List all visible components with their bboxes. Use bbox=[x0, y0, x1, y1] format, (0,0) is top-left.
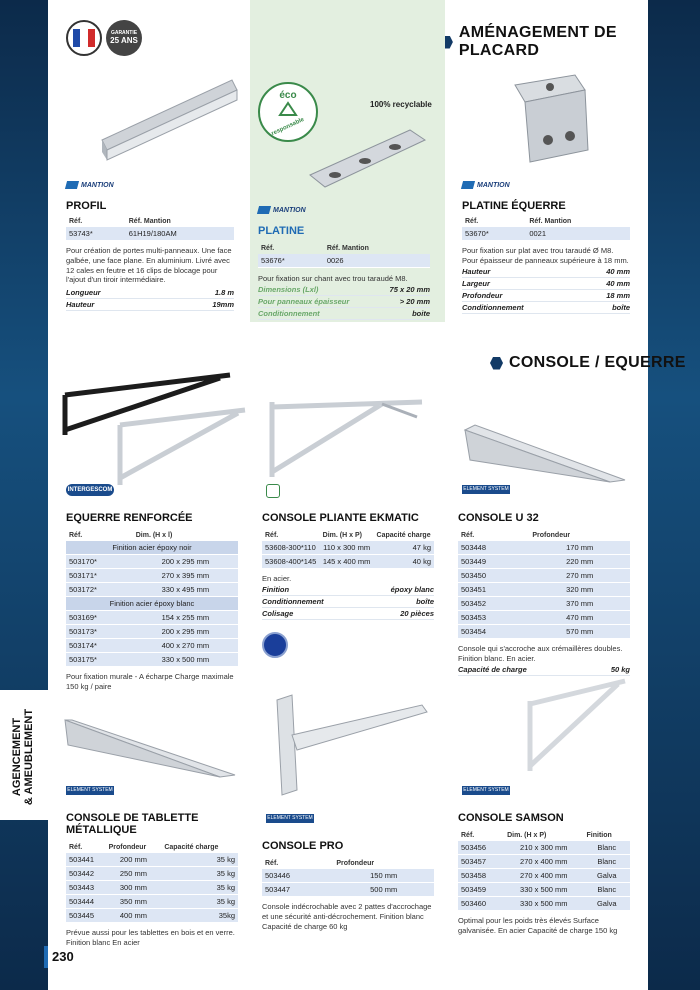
table-row bbox=[458, 897, 630, 911]
table-row bbox=[458, 841, 630, 855]
cell-prof: 200 mm bbox=[106, 853, 162, 867]
profil-title: PROFIL bbox=[66, 200, 107, 212]
samson-description: Optimal pour les poids très élevés Surface galvanisée. En acier Capacité de charge 150 kg bbox=[458, 916, 618, 935]
table-row bbox=[66, 881, 238, 895]
right-decor-band bbox=[648, 0, 700, 990]
u32-header-prof: Profondeur bbox=[532, 532, 571, 539]
cell-ref: 503169* bbox=[66, 611, 133, 625]
pe-header-ref: Réf. bbox=[465, 218, 479, 225]
equerre-group2: Finition acier époxy blanc bbox=[66, 597, 238, 611]
cell-ref: 503452 bbox=[458, 597, 529, 611]
cell-prof: 270 mm bbox=[529, 569, 630, 583]
cell-dim: 270 x 400 mm bbox=[504, 855, 583, 869]
cell-ref: 503450 bbox=[458, 569, 529, 583]
table-row bbox=[458, 541, 630, 555]
cell-finish: Blanc bbox=[584, 841, 630, 855]
equerre-group1: Finition acier époxy noir bbox=[66, 541, 238, 555]
element-system-logo: ELEMENT SYSTEM bbox=[463, 486, 509, 492]
spec-value: > 20 mm bbox=[399, 296, 430, 306]
profil-ref: 53743* bbox=[66, 227, 126, 241]
platine-header-ref: Réf. bbox=[261, 245, 275, 252]
ekmatic-table bbox=[262, 530, 434, 569]
pe-header-mantion: Réf. Mantion bbox=[529, 218, 572, 225]
table-row bbox=[458, 611, 630, 625]
table-row bbox=[458, 569, 630, 583]
tablette-description: Prévue aussi pour les tablettes en bois et en verre. Finition blanc En acier bbox=[66, 928, 235, 947]
cell-cap: 35 kg bbox=[161, 853, 238, 867]
cell-prof: 320 mm bbox=[529, 583, 630, 597]
pe-mantion-ref: 0021 bbox=[526, 227, 630, 241]
mantion-mark-icon bbox=[461, 181, 475, 189]
cell-prof: 170 mm bbox=[529, 541, 630, 555]
table-row bbox=[458, 883, 630, 897]
mantion-mark-icon bbox=[65, 181, 79, 189]
ekmatic-header-dim: Dim. (H x P) bbox=[322, 532, 362, 539]
cell-dim: 210 x 300 mm bbox=[504, 841, 583, 855]
cell-ref: 503444 bbox=[66, 895, 106, 909]
pro-header-ref: Réf. bbox=[265, 860, 279, 867]
recyclable-label: 100% recyclable bbox=[370, 100, 432, 109]
profil-description: Pour création de portes multi-panneaux. Une face galbée, une face plane. En aluminium. Livré avec 12 cales en feutre et 16 clips de blocage pour l'ajout d'un tiroir intermédiaire. bbox=[66, 246, 232, 285]
cell-ref: 503170* bbox=[66, 555, 133, 569]
spec-value: boîte bbox=[416, 596, 434, 606]
platine-mantion-ref: 0026 bbox=[324, 254, 430, 268]
spec-value: 40 mm bbox=[606, 278, 630, 288]
cell-ref: 503459 bbox=[458, 883, 504, 897]
profil-table bbox=[66, 216, 234, 241]
cell-ref: 503443 bbox=[66, 881, 106, 895]
spec-value: boîte bbox=[612, 302, 630, 312]
table-row bbox=[66, 625, 238, 639]
cell-cap: 35 kg bbox=[161, 895, 238, 909]
spec-value: 18 mm bbox=[606, 290, 630, 300]
cell-ref: 503453 bbox=[458, 611, 529, 625]
spec-value: 1.8 m bbox=[214, 288, 234, 297]
platine-equerre-brand-logo bbox=[462, 181, 510, 189]
ekmatic-block bbox=[262, 512, 434, 620]
table-row bbox=[66, 569, 238, 583]
recycle-icon bbox=[276, 101, 300, 119]
cell-prof: 370 mm bbox=[529, 597, 630, 611]
element-system-logo: ELEMENT SYSTEM bbox=[67, 787, 113, 793]
table-row bbox=[66, 555, 238, 569]
cell-dim: 330 x 495 mm bbox=[133, 583, 238, 597]
table-row bbox=[66, 867, 238, 881]
eco-badge-top: éco bbox=[279, 90, 297, 101]
table-row bbox=[66, 611, 238, 625]
table-group-row bbox=[66, 541, 238, 555]
cell-ref: 503448 bbox=[458, 541, 529, 555]
platine-equerre-table bbox=[462, 216, 630, 241]
table-row bbox=[66, 227, 234, 241]
ekmatic-icon bbox=[266, 484, 280, 498]
page-number-bar bbox=[44, 946, 48, 968]
cell-ref: 503174* bbox=[66, 639, 133, 653]
samson-header-ref: Réf. bbox=[461, 832, 475, 839]
cell-dim: 110 x 300 mm bbox=[320, 541, 374, 555]
pro-description: Console indécrochable avec 2 pattes d'accrochage et une sécurité anti-décrochement. Finition blanc Capacité de charge 60 kg bbox=[262, 902, 432, 931]
platine-equerre-brand-name: MANTION bbox=[477, 181, 510, 189]
platine-brand-name: MANTION bbox=[273, 206, 306, 214]
spec-key: Hauteur bbox=[66, 300, 95, 309]
section-placard-label: AMÉNAGEMENT DE PLACARD bbox=[458, 24, 617, 59]
table-row bbox=[66, 853, 238, 867]
cell-ref: 503458 bbox=[458, 869, 504, 883]
tab-header-prof: Profondeur bbox=[108, 844, 147, 851]
table-row bbox=[458, 583, 630, 597]
cell-finish: Galva bbox=[584, 897, 630, 911]
cell-prof: 350 mm bbox=[106, 895, 162, 909]
platine-ref: 53676* bbox=[258, 254, 324, 268]
table-row bbox=[262, 555, 434, 569]
spec-key: Longueur bbox=[66, 288, 101, 297]
cell-ref: 503449 bbox=[458, 555, 529, 569]
cell-prof: 300 mm bbox=[106, 881, 162, 895]
cell-ref: 503460 bbox=[458, 897, 504, 911]
spec-key: Finition bbox=[262, 584, 290, 594]
spec-value: époxy blanc bbox=[390, 584, 434, 594]
platine-description: Pour fixation sur chant avec trou taraudé M8. bbox=[258, 274, 408, 283]
cell-ref: 503457 bbox=[458, 855, 504, 869]
table-group-row bbox=[66, 597, 238, 611]
cell-ref: 503451 bbox=[458, 583, 529, 597]
guarantee-badge bbox=[106, 20, 142, 56]
side-label-line2: & AMEUBLEMENT bbox=[23, 708, 35, 806]
cell-dim: 400 x 270 mm bbox=[133, 639, 238, 653]
spec-key: Pour panneaux épaisseur bbox=[258, 296, 350, 306]
cell-cap: 35 kg bbox=[161, 881, 238, 895]
profil-mantion-ref: 61H19/180AM bbox=[126, 227, 234, 241]
eu-badge-icon bbox=[262, 632, 288, 658]
section-title-placard bbox=[440, 24, 700, 60]
u32-description: Console qui s'accroche aux crémaillères doubles. Finition blanc. En acier. bbox=[458, 644, 623, 663]
cell-dim: 330 x 500 mm bbox=[504, 897, 583, 911]
spec-value: 75 x 20 mm bbox=[389, 284, 430, 294]
u32-header-ref: Réf. bbox=[461, 532, 475, 539]
cell-finish: Blanc bbox=[584, 883, 630, 897]
platine-equerre-block bbox=[462, 200, 630, 314]
cell-cap: 47 kg bbox=[374, 541, 434, 555]
platine-spec-thickness bbox=[258, 296, 430, 308]
platine-image bbox=[300, 115, 430, 195]
profil-spec-length bbox=[66, 287, 234, 299]
pe-spec-width bbox=[462, 278, 630, 290]
samson-table bbox=[458, 830, 630, 911]
cell-ref: 503446 bbox=[262, 869, 333, 883]
cell-dim: 330 x 500 mm bbox=[133, 653, 238, 667]
spec-key: Conditionnement bbox=[262, 596, 324, 606]
table-row bbox=[66, 909, 238, 923]
platine-title: PLATINE bbox=[258, 225, 305, 237]
samson-image bbox=[520, 676, 630, 776]
table-row bbox=[458, 625, 630, 639]
cell-dim: 270 x 395 mm bbox=[133, 569, 238, 583]
pe-spec-pack bbox=[462, 302, 630, 314]
cell-prof: 150 mm bbox=[333, 869, 434, 883]
profil-spec-height bbox=[66, 299, 234, 311]
cell-dim: 200 x 295 mm bbox=[133, 555, 238, 569]
cell-ref: 53608-300*110 bbox=[262, 541, 320, 555]
spec-value: 19mm bbox=[212, 300, 234, 309]
pro-table bbox=[262, 858, 434, 897]
mantion-mark-icon bbox=[257, 206, 271, 214]
ekmatic-spec-finish bbox=[262, 584, 434, 596]
platine-spec-pack bbox=[258, 308, 430, 320]
ekmatic-header-cap: Capacité charge bbox=[376, 532, 431, 539]
cell-ref: 503445 bbox=[66, 909, 106, 923]
origin-badge bbox=[66, 20, 102, 56]
side-label-text bbox=[11, 682, 35, 832]
pe-spec-depth bbox=[462, 290, 630, 302]
console-u32-block bbox=[458, 512, 630, 676]
cell-ref: 503172* bbox=[66, 583, 133, 597]
equerre-header-ref: Réf. bbox=[69, 532, 83, 539]
spec-key: Conditionnement bbox=[462, 302, 524, 312]
spec-value: 50 kg bbox=[610, 664, 630, 674]
platine-block bbox=[258, 225, 430, 320]
cell-prof: 220 mm bbox=[529, 555, 630, 569]
pro-block bbox=[262, 840, 434, 931]
profil-brand-name: MANTION bbox=[81, 181, 114, 189]
cell-cap: 35kg bbox=[161, 909, 238, 923]
samson-header-fin: Finition bbox=[586, 832, 612, 839]
u32-spec-capacity bbox=[458, 664, 630, 676]
eco-badge-bottom: responsable bbox=[270, 116, 306, 138]
cell-finish: Blanc bbox=[584, 855, 630, 869]
cell-cap: 35 kg bbox=[161, 867, 238, 881]
cell-finish: Galva bbox=[584, 869, 630, 883]
spec-value: 20 pièces bbox=[400, 608, 434, 618]
platine-spec-dim bbox=[258, 284, 430, 296]
cell-ref: 503454 bbox=[458, 625, 529, 639]
element-system-logo: ELEMENT SYSTEM bbox=[463, 787, 509, 793]
spec-key: Profondeur bbox=[462, 290, 503, 300]
cell-cap: 40 kg bbox=[374, 555, 434, 569]
table-row bbox=[458, 597, 630, 611]
ekmatic-spec-colisage bbox=[262, 608, 434, 620]
ekmatic-material: En acier. bbox=[262, 574, 292, 583]
tablette-block bbox=[66, 812, 238, 948]
spec-key: Conditionnement bbox=[258, 308, 320, 318]
table-row bbox=[458, 869, 630, 883]
pe-description: Pour fixation sur plat avec trou taraudé Ø M8. Pour épaisseur de panneaux supérieure à 18 mm. bbox=[462, 246, 629, 265]
section-console-label: CONSOLE / EQUERRE bbox=[509, 354, 686, 371]
spec-key: Colisage bbox=[262, 608, 294, 618]
equerre-description: Pour fixation murale - A écharpe Charge maximale 150 kg / paire bbox=[66, 672, 234, 691]
equerre-block bbox=[66, 512, 238, 692]
table-row bbox=[462, 227, 630, 241]
platine-header-mantion: Réf. Mantion bbox=[326, 245, 369, 252]
cell-ref: 53608-400*145 bbox=[262, 555, 320, 569]
profil-header-ref: Réf. bbox=[69, 218, 83, 225]
equerre-title: EQUERRE RENFORCÉE bbox=[66, 512, 193, 524]
ekmatic-title: CONSOLE PLIANTE EKMATIC bbox=[262, 512, 419, 524]
spec-key: Hauteur bbox=[462, 266, 491, 276]
spec-key: Dimensions (Lxl) bbox=[258, 284, 319, 294]
profil-header-mantion: Réf. Mantion bbox=[128, 218, 171, 225]
table-row bbox=[66, 895, 238, 909]
console-u32-table bbox=[458, 530, 630, 639]
profil-block bbox=[66, 200, 234, 311]
console-u32-image bbox=[460, 420, 630, 485]
cell-ref: 503441 bbox=[66, 853, 106, 867]
hexagon-icon bbox=[490, 357, 503, 370]
cell-ref: 503442 bbox=[66, 867, 106, 881]
cell-prof: 250 mm bbox=[106, 867, 162, 881]
samson-header-dim: Dim. (H x P) bbox=[507, 832, 547, 839]
guarantee-line2: 25 ANS bbox=[110, 36, 138, 45]
ekmatic-spec-pack bbox=[262, 596, 434, 608]
equerre-image bbox=[60, 370, 250, 490]
spec-key: Largeur bbox=[462, 278, 490, 288]
console-u32-title: CONSOLE U 32 bbox=[458, 512, 539, 524]
table-row bbox=[262, 541, 434, 555]
table-row bbox=[66, 583, 238, 597]
table-row bbox=[458, 555, 630, 569]
samson-title: CONSOLE SAMSON bbox=[458, 812, 564, 824]
tablette-image bbox=[60, 715, 240, 780]
tablette-table bbox=[66, 842, 238, 923]
profil-brand-logo bbox=[66, 181, 114, 189]
profil-image bbox=[62, 60, 247, 170]
pro-header-prof: Profondeur bbox=[336, 860, 375, 867]
ekmatic-header-ref: Réf. bbox=[265, 532, 279, 539]
cell-dim: 154 x 255 mm bbox=[133, 611, 238, 625]
ekmatic-image bbox=[262, 392, 432, 482]
cell-ref: 503456 bbox=[458, 841, 504, 855]
spec-key: Capacité de charge bbox=[458, 664, 527, 674]
platine-brand-logo bbox=[258, 206, 306, 214]
equerre-header-dim: Dim. (H x l) bbox=[135, 532, 173, 539]
tab-header-ref: Réf. bbox=[69, 844, 83, 851]
cell-dim: 330 x 500 mm bbox=[504, 883, 583, 897]
cell-dim: 270 x 400 mm bbox=[504, 869, 583, 883]
spec-value: 40 mm bbox=[606, 266, 630, 276]
page-number: 230 bbox=[52, 949, 74, 964]
table-row bbox=[458, 855, 630, 869]
pe-spec-height bbox=[462, 266, 630, 278]
cell-dim: 145 x 400 mm bbox=[320, 555, 374, 569]
cell-prof: 470 mm bbox=[529, 611, 630, 625]
cell-ref: 503175* bbox=[66, 653, 133, 667]
cell-ref: 503173* bbox=[66, 625, 133, 639]
spec-value: boite bbox=[412, 308, 430, 318]
cell-ref: 503171* bbox=[66, 569, 133, 583]
table-row bbox=[262, 883, 434, 897]
cell-prof: 500 mm bbox=[333, 883, 434, 897]
platine-table bbox=[258, 243, 430, 268]
pro-image bbox=[262, 690, 432, 800]
platine-equerre-image bbox=[500, 70, 600, 170]
tablette-title: CONSOLE DE TABLETTE MÉTALLIQUE bbox=[66, 812, 199, 836]
tab-header-cap: Capacité charge bbox=[164, 844, 219, 851]
side-label-line1: AGENCEMENT bbox=[11, 717, 23, 797]
platine-equerre-title: PLATINE ÉQUERRE bbox=[462, 200, 566, 212]
table-row bbox=[258, 254, 430, 268]
samson-block bbox=[458, 812, 630, 936]
intergescom-logo: INTERGESCOM bbox=[66, 484, 114, 496]
pe-ref: 53670* bbox=[462, 227, 526, 241]
section-title-console bbox=[490, 354, 686, 372]
table-row bbox=[66, 653, 238, 667]
table-row bbox=[66, 639, 238, 653]
cell-prof: 400 mm bbox=[106, 909, 162, 923]
equerre-table bbox=[66, 530, 238, 667]
left-decor-band bbox=[0, 0, 48, 990]
cell-dim: 200 x 295 mm bbox=[133, 625, 238, 639]
cell-prof: 570 mm bbox=[529, 625, 630, 639]
table-row bbox=[262, 869, 434, 883]
france-flag-icon bbox=[73, 29, 95, 47]
guarantee-line1: GARANTIE bbox=[110, 30, 138, 36]
cell-ref: 503447 bbox=[262, 883, 333, 897]
pro-title: CONSOLE PRO bbox=[262, 840, 344, 852]
element-system-logo: ELEMENT SYSTEM bbox=[267, 815, 313, 821]
